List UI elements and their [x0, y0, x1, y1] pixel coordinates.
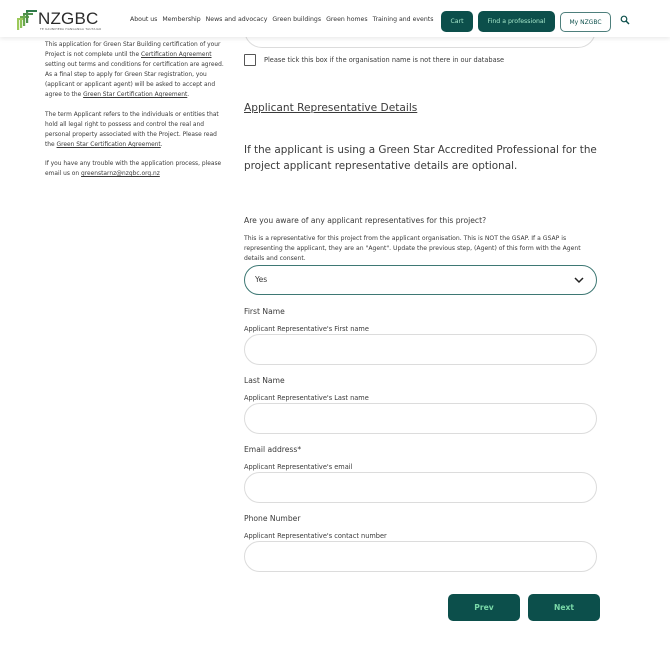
- email-help: Applicant Representative's email: [244, 463, 353, 471]
- nzgbc-logo[interactable]: [17, 10, 107, 32]
- nav-membership[interactable]: Membership: [162, 16, 201, 23]
- nav-green-homes[interactable]: Green homes: [326, 16, 368, 23]
- nav-news-and-advocacy[interactable]: News and advocacy: [205, 16, 268, 23]
- section-title: Applicant Representative Details: [244, 102, 418, 114]
- search-icon[interactable]: [620, 15, 630, 25]
- find-professional-button[interactable]: Find a professional: [478, 11, 555, 32]
- nav-about-us[interactable]: About us: [130, 16, 158, 23]
- sidebar-paragraph-certification: This application for Green Star Building certification of your Project is not complete until the Certification Agreement setting out terms and conditions for certification are agreed. As a final step to apply for Green Star registration, you (applicant or applicant agent) will be asked to accept and agree to the Green Star Certification Agreement.: [45, 42, 224, 99]
- representatives-select[interactable]: [244, 265, 597, 295]
- last-name-label: Last Name: [244, 376, 285, 385]
- prev-button[interactable]: Prev: [448, 594, 520, 621]
- first-name-input[interactable]: [244, 334, 597, 365]
- email-label: Email address*: [244, 445, 302, 454]
- org-not-in-database-checkbox[interactable]: [244, 54, 256, 66]
- logo-tagline: TE KAUNIHERA HANGANGA TAUTAIAO: [40, 27, 102, 31]
- last-name-input[interactable]: [244, 403, 597, 434]
- support-email-link[interactable]: greenstarnz@nzgbc.org.nz: [81, 171, 160, 178]
- nav-green-buildings[interactable]: Green buildings: [272, 16, 322, 23]
- my-nzgbc-button[interactable]: My NZGBC: [560, 12, 611, 32]
- last-name-help: Applicant Representative's Last name: [244, 394, 369, 402]
- logo-mark-icon: [17, 10, 37, 30]
- green-star-certification-agreement-link-2[interactable]: Green Star Certification Agreement: [56, 141, 161, 148]
- site-header: [0, 0, 670, 37]
- main-nav: [130, 16, 433, 23]
- first-name-label: First Name: [244, 307, 285, 316]
- org-not-in-database-row: [244, 54, 504, 66]
- logo-wordmark: NZGBC: [38, 9, 99, 28]
- phone-help: Applicant Representative's contact number: [244, 532, 387, 540]
- green-star-certification-agreement-link[interactable]: Green Star Certification Agreement: [83, 92, 188, 99]
- select-value: Yes: [255, 275, 268, 284]
- representatives-help: This is a representative for this project from the applicant organisation. This is NOT the GSAP. If a GSAP is representing the applicant, they are an "Agent". Update the previous step, (Agent) of this form with the Agent details and consent.: [244, 235, 581, 262]
- first-name-help: Applicant Representative's First name: [244, 325, 369, 333]
- chevron-down-icon: [574, 276, 584, 284]
- phone-label: Phone Number: [244, 514, 301, 523]
- phone-input[interactable]: [244, 541, 597, 572]
- email-input[interactable]: [244, 472, 597, 503]
- representatives-question: Are you aware of any applicant representatives for this project?: [244, 216, 487, 225]
- sidebar-info: [45, 40, 225, 188]
- org-not-in-database-label: Please tick this box if the organisation name is not there in our database: [264, 56, 505, 64]
- sidebar-paragraph-contact: If you have any trouble with the application process, please email us on greenstarnz@nzgbc.org.nz: [45, 160, 222, 178]
- certification-agreement-link[interactable]: Certification Agreement: [140, 52, 212, 59]
- sidebar-paragraph-applicant: The term Applicant refers to the individuals or entities that hold all legal right to possess and control the real and personal property associated with the Project. Please read the Green Star Certification Agreement.: [45, 111, 219, 148]
- cart-button[interactable]: Cart: [441, 11, 473, 32]
- nav-training-and-events[interactable]: Training and events: [372, 16, 434, 23]
- next-button[interactable]: Next: [528, 594, 600, 621]
- section-intro: If the applicant is using a Green Star Accredited Professional for the project applicant representative details are optional.: [244, 144, 597, 172]
